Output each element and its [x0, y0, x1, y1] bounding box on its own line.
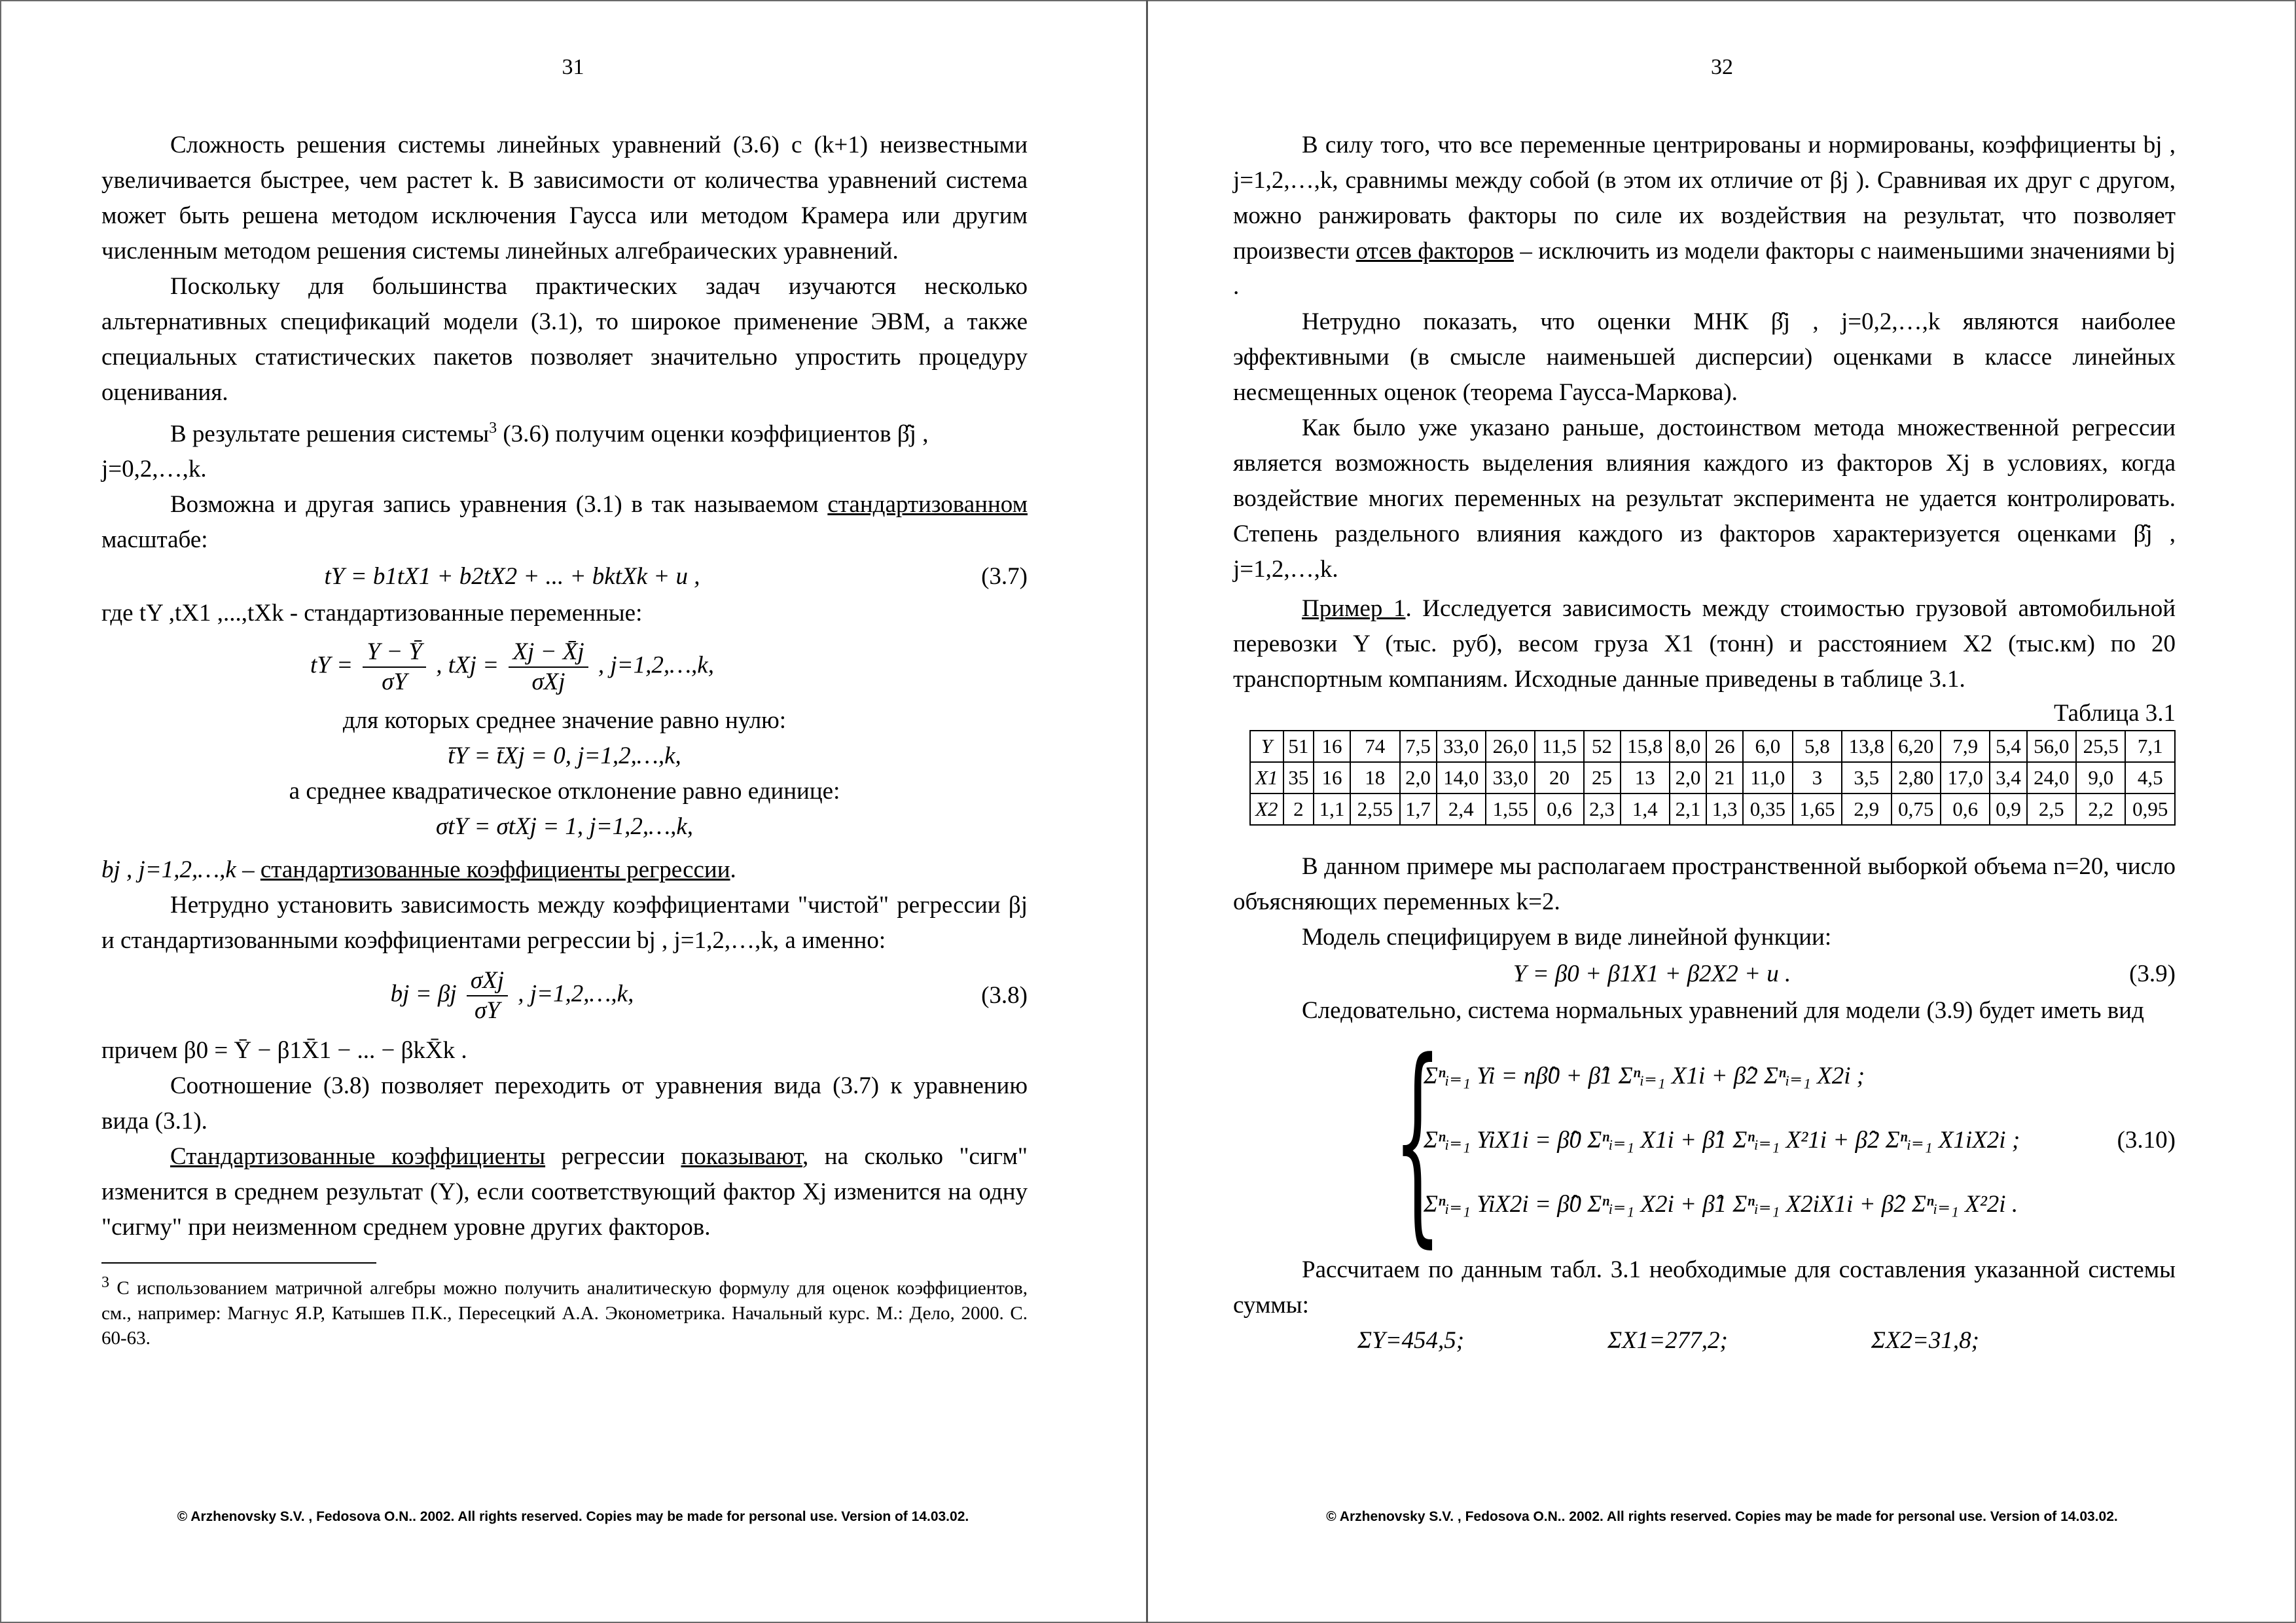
table-row-label: X2	[1250, 793, 1283, 825]
table-cell: 17,0	[1941, 762, 1990, 793]
fraction	[509, 638, 588, 697]
table-cell: 2,0	[1670, 762, 1706, 793]
table-cell: 0,9	[1990, 793, 2026, 825]
equation-number: (3.8)	[981, 982, 1028, 1010]
paragraph: Соотношение (3.8) позволяет переходить от уравнения вида (3.7) к уравнению вида (3.1).	[101, 1072, 1028, 1135]
eq-part: , tXj =	[436, 651, 499, 679]
table-cell: 7,5	[1400, 731, 1437, 762]
table-cell: 35	[1283, 762, 1314, 793]
underlined-term: Стандартизованные коэффициенты	[170, 1143, 546, 1171]
table-cell: 0,75	[1892, 793, 1941, 825]
table-cell: 3	[1793, 762, 1842, 793]
paragraph: где tY ,tX1 ,...,tXk - стандартизованные переменные:	[101, 600, 643, 627]
equation-number: (3.10)	[2117, 1127, 2176, 1154]
table-cell: 24,0	[2027, 762, 2076, 793]
table-cell: 2	[1283, 793, 1314, 825]
text: bj , j=1,2,…,k –	[101, 856, 260, 884]
equation-tdef	[101, 638, 1028, 697]
table-cell: 2,0	[1400, 762, 1437, 793]
table-cell: 2,2	[2076, 793, 2125, 825]
text: (3.6) получим оценки коэффициентов β̂j ,	[497, 420, 929, 448]
table-row	[1250, 793, 2175, 825]
table-cell: 21	[1706, 762, 1743, 793]
table-cell: 25,5	[2076, 731, 2125, 762]
table-cell: 26	[1706, 731, 1743, 762]
footnote-text: С использованием матричной алгебры можно получить аналитическую формулу для оценок коэффициентов, см., например: Магнус Я.Р, Катышев П.К., Пересецкий А.А. Эконометрика. Начальный курс. М.: Дело, 2000. С. 60-63.	[101, 1277, 1028, 1349]
table-caption: Таблица 3.1	[2054, 700, 2176, 727]
table-row	[1250, 762, 2175, 793]
table-cell: 56,0	[2027, 731, 2076, 762]
table-cell: 33,0	[1486, 762, 1535, 793]
text: В результате решения системы	[170, 420, 490, 448]
paragraph	[101, 487, 1028, 558]
eq-part: , j=1,2,…,k,	[598, 651, 714, 679]
underlined-term: показывают	[681, 1143, 803, 1171]
table-cell: 33,0	[1437, 731, 1486, 762]
equation-3-7	[101, 559, 1028, 594]
page-number: 31	[562, 55, 584, 79]
table-cell: 0,35	[1743, 793, 1792, 825]
copyright-line: © Arzhenovsky S.V. , Fedosova O.N.. 2002. All rights reserved. Copies may be made for personal use. Version of 14.03.02.	[1326, 1509, 2118, 1524]
equation-3-8	[101, 966, 1028, 1025]
paragraph: Нетрудно установить зависимость между коэффициентами "чистой" регрессии βj и стандартизованными коэффициентами регрессии bj , j=1,2,…,k, а именно:	[101, 892, 1028, 955]
table-cell: 51	[1283, 731, 1314, 762]
eq-part: , j=1,2,…,k,	[518, 980, 634, 1008]
table-cell: 2,1	[1670, 793, 1706, 825]
table-cell: 11,5	[1535, 731, 1583, 762]
paragraph	[101, 1139, 1028, 1245]
table-cell: 1,7	[1400, 793, 1437, 825]
paragraph: Нетрудно показать, что оценки МНК β̂j , j=0,2,…,k являются наиболее эффективными (в смысле наименьшей дисперсии) оценками в классе линейных несмещенных оценок (теорема Гаусса-Маркова).	[1233, 308, 2176, 406]
table-cell: 20	[1535, 762, 1583, 793]
paragraph: для которых среднее значение равно нулю:	[342, 707, 787, 735]
paragraph: причем β0 = Ȳ − β1X̄1 − ... − βkX̄k .	[101, 1037, 467, 1065]
sum-x2: ΣX2=31,8;	[1871, 1327, 1979, 1354]
text: масштабе:	[101, 526, 208, 554]
text: .	[730, 856, 736, 884]
eq-part: tY =	[310, 651, 353, 679]
table-cell: 6,20	[1892, 731, 1941, 762]
table-row	[1250, 731, 2175, 762]
table-cell: 2,3	[1584, 793, 1621, 825]
table-cell: 2,4	[1437, 793, 1486, 825]
paragraph: В данном примере мы располагаем пространственной выборкой объема n=20, число объясняющих переменных k=2.	[1233, 853, 2176, 915]
underlined-term: стандартизованные коэффициенты регрессии	[260, 856, 730, 884]
data-table	[1249, 730, 2176, 826]
numerator: Y − Ȳ	[363, 638, 426, 668]
paragraph: Сложность решения системы линейных уравнений (3.6) с (k+1) неизвестными увеличивается быстрее, чем растет k. В зависимости от количества уравнений система может быть решена методом исключения Гаусса или методом Крамера или другим численным методом решения системы линейных алгебраических уравнений.	[101, 132, 1028, 264]
fraction	[467, 966, 508, 1025]
numerator: σXj	[467, 966, 508, 996]
equation-number: (3.9)	[2129, 960, 2176, 987]
paragraph: Поскольку для большинства практических задач изучаются несколько альтернативных спецификаций модели (3.1), то широкое применение ЭВМ, а также специальных статистических пакетов позволяет значительно упростить процедуру оценивания.	[101, 273, 1028, 406]
table-cell: 7,1	[2125, 731, 2175, 762]
sums-row	[1233, 1323, 2176, 1359]
table-cell: 2,55	[1350, 793, 1399, 825]
footnote-ref: 3	[489, 420, 497, 437]
left-page-body	[101, 128, 1028, 1351]
table-cell: 3,5	[1842, 762, 1891, 793]
footnote	[101, 1270, 1028, 1351]
table-row-label: Y	[1250, 731, 1283, 762]
table-cell: 1,4	[1621, 793, 1670, 825]
footnote-marker: 3	[101, 1274, 109, 1292]
table-cell: 26,0	[1486, 731, 1535, 762]
table-cell: 2,5	[2027, 793, 2076, 825]
table-cell: 16	[1314, 762, 1350, 793]
equation	[101, 638, 923, 697]
table-cell: 15,8	[1621, 731, 1670, 762]
text: регрессии	[545, 1143, 681, 1171]
underlined-term: Пример 1	[1302, 595, 1406, 622]
paragraph: Как было уже указано раньше, достоинством метода множественной регрессии является возможность выделения влияния каждого из факторов Xj в условиях, когда воздействие многих переменных на результат эксперимента не удается контролировать. Степень раздельного влияния каждого из факторов характеризуется оценками β̂j , j=1,2,…,k.	[1233, 414, 2176, 583]
table-row-label: X1	[1250, 762, 1283, 793]
table-cell: 0,6	[1535, 793, 1583, 825]
table-cell: 18	[1350, 762, 1399, 793]
paragraph	[1233, 591, 2176, 697]
system-lines	[1424, 1044, 2084, 1237]
denominator: σY	[475, 997, 500, 1025]
table-cell: 74	[1350, 731, 1399, 762]
left-brace: {	[1393, 1015, 1442, 1266]
equation: Y = β0 + β1X1 + β2X2 + u .	[1513, 960, 1791, 987]
left-page	[0, 0, 1146, 1623]
eq-part: bj = βj	[390, 980, 457, 1008]
table-cell: 5,8	[1793, 731, 1842, 762]
table-cell: 3,4	[1990, 762, 2026, 793]
right-page-body	[1233, 128, 2176, 1359]
underlined-term: стандартизованном	[827, 491, 1028, 519]
text: В силу того, что все переменные центрированы и нормированы, коэффициенты bj , j=1,2,…,k, сравнимы между собой (в этом их отличие от βj ). Сравнивая их друг с другом, можно ранжировать факторы по силе их воздействия на результат, что позволяет произвести	[1233, 132, 2176, 264]
equation-system-3-10	[1233, 1015, 2176, 1266]
copyright-line: © Arzhenovsky S.V. , Fedosova O.N.. 2002. All rights reserved. Copies may be made for personal use. Version of 14.03.02.	[177, 1509, 969, 1524]
paragraph: а среднее квадратическое отклонение равно единице:	[289, 778, 840, 805]
text: , на сколько "сигм" изменится в среднем результат (Y), если соответствующий фактор Xj изменится на одну "сигму" при неизменном среднем уровне других факторов.	[101, 1143, 1028, 1241]
denominator: σY	[382, 668, 408, 696]
right-page	[1148, 0, 2296, 1623]
page-number: 32	[1711, 55, 1733, 79]
table-cell: 5,4	[1990, 731, 2026, 762]
equation: σtY = σtXj = 1, j=1,2,…,k,	[435, 813, 694, 841]
table-cell: 16	[1314, 731, 1350, 762]
equation: t̄Y = t̄Xj = 0, j=1,2,…,k,	[448, 742, 681, 770]
denominator: σXj	[531, 668, 565, 696]
system-line: Σⁿᵢ₌₁ YiX1i = β̂0 Σⁿᵢ₌₁ X1i + β̂1 Σⁿᵢ₌₁ X²1i + β̂2 Σⁿᵢ₌₁ X1iX2i ;	[1424, 1127, 2020, 1154]
table-cell: 7,9	[1941, 731, 1990, 762]
paragraph: Модель специфицируем в виде линейной функции:	[1302, 924, 1832, 951]
table-cell: 13,8	[1842, 731, 1891, 762]
table-cell: 8,0	[1670, 731, 1706, 762]
system-line: Σⁿᵢ₌₁ Yi = nβ̂0 + β̂1 Σⁿᵢ₌₁ X1i + β̂2 Σⁿᵢ₌₁ X2i ;	[1424, 1063, 1865, 1089]
footnote-separator	[101, 1262, 376, 1264]
paragraph	[1233, 128, 2176, 304]
equation: tY = b1tX1 + b2tX2 + ... + bktXk + u ,	[324, 563, 700, 591]
underlined-term: отсев факторов	[1355, 238, 1514, 264]
table-cell: 14,0	[1437, 762, 1486, 793]
table-cell: 2,80	[1892, 762, 1941, 793]
paragraph	[101, 852, 1028, 888]
table-cell: 0,95	[2125, 793, 2175, 825]
text: – исключить из модели факторы с наименьшими значениями bj .	[1233, 238, 2176, 300]
paragraph: Следовательно, система нормальных уравнений для модели (3.9) будет иметь вид	[1302, 997, 2144, 1024]
table-cell: 1,55	[1486, 793, 1535, 825]
table-cell: 25	[1584, 762, 1621, 793]
table-cell: 4,5	[2125, 762, 2175, 793]
sum-y: ΣY=454,5;	[1357, 1327, 1465, 1354]
numerator: Xj − X̄j	[509, 638, 588, 668]
table-cell: 13	[1621, 762, 1670, 793]
equation-number: (3.7)	[981, 563, 1028, 591]
table-cell: 11,0	[1743, 762, 1792, 793]
sum-x1: ΣX1=277,2;	[1607, 1327, 1728, 1354]
table-cell: 1,65	[1793, 793, 1842, 825]
equation	[101, 966, 923, 1025]
table-cell: 52	[1584, 731, 1621, 762]
equation-3-9	[1233, 957, 2176, 992]
table-cell: 1,1	[1314, 793, 1350, 825]
fraction	[363, 638, 426, 697]
table-cell: 9,0	[2076, 762, 2125, 793]
text: . Исследуется зависимость между стоимостью грузовой автомобильной перевозки Y (тыс. руб), весом груза X1 (тонн) и расстоянием X2 (тыс.км) по 20 транспортным компаниям. Исходные данные приведены в таблице 3.1.	[1233, 595, 2176, 693]
table-cell: 6,0	[1743, 731, 1792, 762]
table-cell: 1,3	[1706, 793, 1743, 825]
table-cell: 2,9	[1842, 793, 1891, 825]
paragraph	[101, 410, 1028, 452]
text: Возможна и другая запись уравнения (3.1) в так называемом	[170, 491, 828, 519]
paragraph: Рассчитаем по данным табл. 3.1 необходимые для составления указанной системы суммы:	[1233, 1256, 2176, 1319]
paragraph: j=0,2,…,k.	[101, 456, 207, 483]
table-cell: 0,6	[1941, 793, 1990, 825]
system-line: Σⁿᵢ₌₁ YiX2i = β̂0 Σⁿᵢ₌₁ X2i + β̂1 Σⁿᵢ₌₁ X2iX1i + β̂2 Σⁿᵢ₌₁ X²2i .	[1424, 1191, 2018, 1218]
